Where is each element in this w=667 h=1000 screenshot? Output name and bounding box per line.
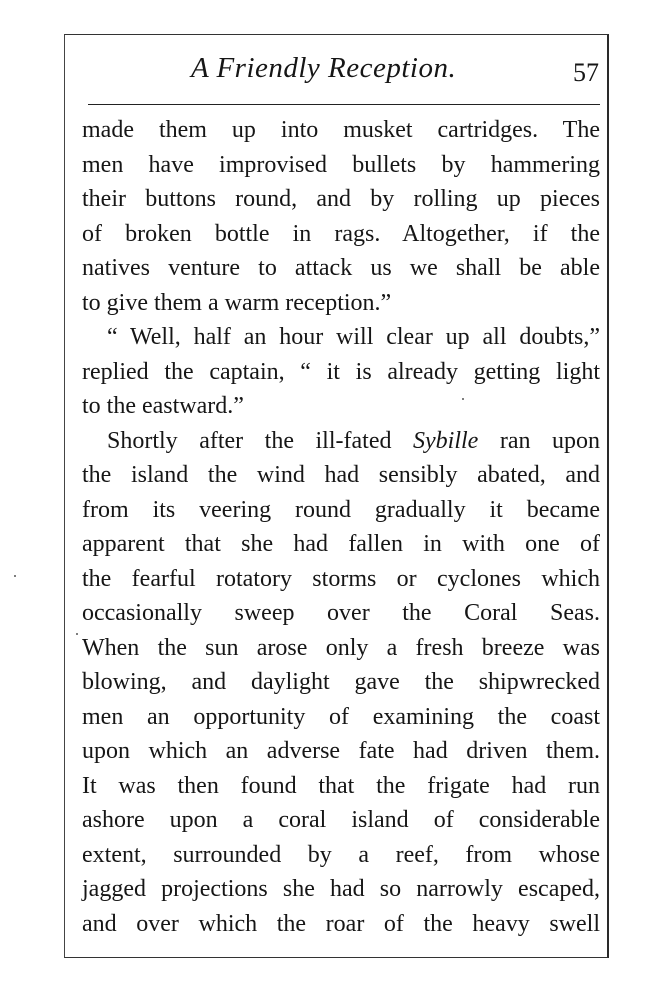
ship-name-italic: Sybille bbox=[413, 427, 479, 454]
page-title: A Friendly Reception. bbox=[191, 52, 457, 84]
paper-speck bbox=[14, 575, 16, 577]
text-line: their buttons round, and by rolling up pieces bbox=[82, 186, 600, 212]
page-number: 57 bbox=[573, 58, 599, 87]
text-line: men have improvised bullets by hammering bbox=[82, 151, 600, 178]
text-line: ashore upon a coral island of considerable bbox=[82, 807, 600, 833]
paper-speck bbox=[462, 398, 464, 400]
text-line: jagged projections she had so narrowly escaped, bbox=[82, 876, 600, 902]
text-line: made them up into musket cartridges. The bbox=[82, 117, 600, 143]
running-head bbox=[0, 52, 667, 98]
text-line: extent, surrounded by a reef, from whose bbox=[82, 841, 600, 868]
body-text bbox=[82, 113, 600, 941]
text-line: from its veering round gradually it became bbox=[82, 496, 600, 523]
text-line: to give them a warm reception.” bbox=[82, 289, 392, 316]
text-line: and over which the roar of the heavy swell bbox=[82, 910, 600, 937]
text-line: the fearful rotatory storms or cyclones which bbox=[82, 565, 600, 592]
text-line: replied the captain, “ it is already getting light bbox=[82, 358, 600, 385]
header-rule bbox=[88, 104, 600, 105]
paper-speck bbox=[76, 633, 78, 635]
text-line-with-italic bbox=[82, 424, 600, 459]
text-line: upon which an adverse fate had driven them. bbox=[82, 738, 600, 764]
text-line: men an opportunity of examining the coast bbox=[82, 703, 600, 730]
text-line: When the sun arose only a fresh breeze was bbox=[82, 634, 600, 661]
text-line: “ Well, half an hour will clear up all doubts,” bbox=[107, 324, 600, 350]
text-line: apparent that she had fallen in with one of bbox=[82, 531, 600, 557]
text-line: of broken bottle in rags. Altogether, if the bbox=[82, 220, 600, 247]
text-line: It was then found that the frigate had run bbox=[82, 772, 600, 799]
text-line: the island the wind had sensibly abated, and bbox=[82, 462, 600, 488]
text-line: occasionally sweep over the Coral Seas. bbox=[82, 600, 600, 626]
text-line: to the eastward.” bbox=[82, 393, 244, 419]
text-line: blowing, and daylight gave the shipwrecked bbox=[82, 669, 600, 695]
text-run: ran upon bbox=[478, 427, 600, 454]
text-line: natives venture to attack us we shall be able bbox=[82, 255, 600, 281]
text-run: Shortly after the ill-fated bbox=[107, 427, 413, 454]
